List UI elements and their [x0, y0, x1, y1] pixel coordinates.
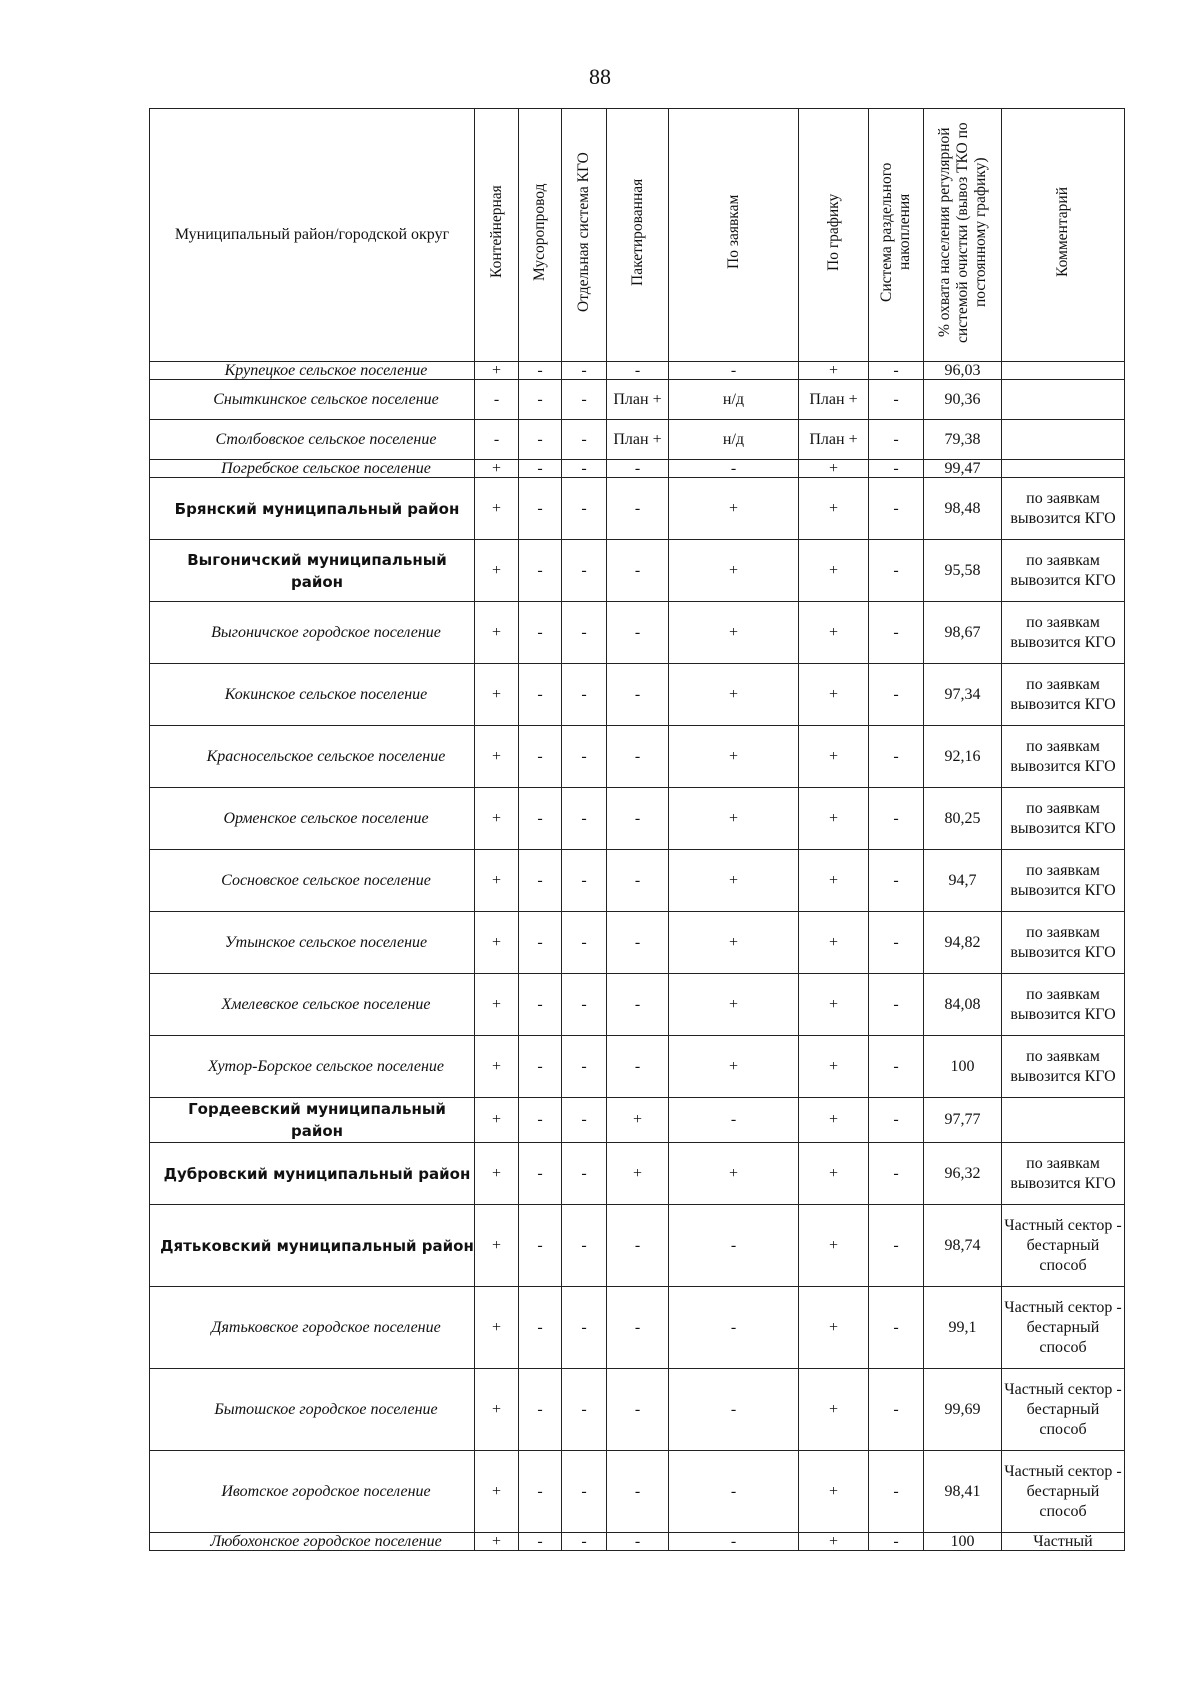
cell-request: +	[669, 974, 799, 1036]
cell-kgo: -	[562, 974, 607, 1036]
cell-comment: Частный сектор - бестарный способ	[1002, 1369, 1125, 1451]
cell-kgo: -	[562, 1369, 607, 1451]
table-row	[150, 380, 1125, 420]
table-row	[150, 1098, 1125, 1143]
header-scheduled-label: По графику	[824, 193, 842, 271]
header-container-label: Контейнерная	[487, 185, 505, 279]
header-chute-label: Мусоропровод	[531, 183, 548, 281]
cell-coverage: 84,08	[924, 974, 1002, 1036]
cell-coverage: 94,82	[924, 912, 1002, 974]
cell-schedule: +	[799, 788, 869, 850]
cell-comment: по заявкам вывозится КГО	[1002, 850, 1125, 912]
cell-request: +	[669, 788, 799, 850]
cell-schedule: +	[799, 664, 869, 726]
cell-coverage: 94,7	[924, 850, 1002, 912]
header-scheduled	[799, 109, 869, 362]
cell-container: +	[475, 788, 519, 850]
cell-kgo: -	[562, 664, 607, 726]
cell-comment	[1002, 380, 1125, 420]
cell-schedule: +	[799, 974, 869, 1036]
cell-schedule: +	[799, 1143, 869, 1205]
cell-schedule: +	[799, 1287, 869, 1369]
cell-coverage: 80,25	[924, 788, 1002, 850]
cell-comment: по заявкам вывозится КГО	[1002, 602, 1125, 664]
table-row	[150, 974, 1125, 1036]
cell-container: +	[475, 478, 519, 540]
cell-separate: -	[869, 380, 924, 420]
row-name-cell: Бытошское городское поселение	[150, 1369, 475, 1451]
cell-container: +	[475, 540, 519, 602]
cell-container: +	[475, 974, 519, 1036]
cell-separate: -	[869, 540, 924, 602]
cell-chute: -	[519, 1287, 562, 1369]
header-separate-collection-label: Система раздельного накопления	[878, 162, 913, 302]
row-name-cell: Выгоничский муниципальный район	[150, 540, 475, 602]
cell-schedule: +	[799, 540, 869, 602]
row-name-cell: Крупецкое сельское поселение	[150, 362, 475, 380]
cell-coverage: 97,77	[924, 1098, 1002, 1143]
cell-separate: -	[869, 788, 924, 850]
cell-kgo: -	[562, 726, 607, 788]
cell-comment: по заявкам вывозится КГО	[1002, 974, 1125, 1036]
cell-packaged: -	[607, 664, 669, 726]
table-row	[150, 1036, 1125, 1098]
header-coverage-label: % охвата населения регулярной системой очистки (вывоз ТКО по постоянному графику)	[935, 121, 989, 343]
cell-coverage: 97,34	[924, 664, 1002, 726]
cell-chute: -	[519, 362, 562, 380]
cell-packaged: +	[607, 1143, 669, 1205]
cell-request: +	[669, 1143, 799, 1205]
cell-request: -	[669, 1287, 799, 1369]
cell-comment: по заявкам вывозится КГО	[1002, 726, 1125, 788]
row-name-cell: Красносельское сельское поселение	[150, 726, 475, 788]
cell-container: +	[475, 602, 519, 664]
cell-separate: -	[869, 726, 924, 788]
cell-schedule: +	[799, 362, 869, 380]
cell-separate: -	[869, 664, 924, 726]
cell-request: +	[669, 664, 799, 726]
row-name-cell: Утынское сельское поселение	[150, 912, 475, 974]
table-row	[150, 602, 1125, 664]
table-row	[150, 850, 1125, 912]
row-name-cell: Сныткинское сельское поселение	[150, 380, 475, 420]
cell-kgo: -	[562, 1533, 607, 1551]
cell-schedule: +	[799, 1098, 869, 1143]
cell-request: +	[669, 602, 799, 664]
cell-coverage: 99,1	[924, 1287, 1002, 1369]
cell-comment: по заявкам вывозится КГО	[1002, 478, 1125, 540]
cell-separate: -	[869, 1369, 924, 1451]
cell-schedule: +	[799, 912, 869, 974]
cell-comment: Частный сектор - бестарный способ	[1002, 1287, 1125, 1369]
cell-request: +	[669, 912, 799, 974]
cell-container: +	[475, 460, 519, 478]
row-name-cell: Столбовское сельское поселение	[150, 420, 475, 460]
cell-separate: -	[869, 602, 924, 664]
table-row	[150, 1143, 1125, 1205]
cell-comment: по заявкам вывозится КГО	[1002, 912, 1125, 974]
cell-schedule: План +	[799, 420, 869, 460]
cell-schedule: +	[799, 460, 869, 478]
cell-schedule: +	[799, 1369, 869, 1451]
row-name-cell: Кокинское сельское поселение	[150, 664, 475, 726]
cell-packaged: -	[607, 1451, 669, 1533]
cell-packaged: -	[607, 788, 669, 850]
cell-separate: -	[869, 460, 924, 478]
row-name-cell: Погребское сельское поселение	[150, 460, 475, 478]
table-row	[150, 1451, 1125, 1533]
cell-comment: по заявкам вывозится КГО	[1002, 1143, 1125, 1205]
table-row	[150, 540, 1125, 602]
cell-chute: -	[519, 912, 562, 974]
cell-separate: -	[869, 1205, 924, 1287]
row-name-cell: Дубровский муниципальный район	[150, 1143, 475, 1205]
cell-coverage: 99,69	[924, 1369, 1002, 1451]
cell-container: +	[475, 726, 519, 788]
cell-kgo: -	[562, 1205, 607, 1287]
cell-separate: -	[869, 1287, 924, 1369]
cell-kgo: -	[562, 460, 607, 478]
cell-schedule: +	[799, 1205, 869, 1287]
cell-comment: по заявкам вывозится КГО	[1002, 540, 1125, 602]
cell-kgo: -	[562, 1451, 607, 1533]
row-name-cell: Ивотское городское поселение	[150, 1451, 475, 1533]
cell-separate: -	[869, 1143, 924, 1205]
table-row	[150, 362, 1125, 380]
cell-kgo: -	[562, 1098, 607, 1143]
cell-chute: -	[519, 850, 562, 912]
waste-collection-table	[149, 108, 1125, 1551]
cell-kgo: -	[562, 912, 607, 974]
cell-chute: -	[519, 1451, 562, 1533]
cell-comment: по заявкам вывозится КГО	[1002, 788, 1125, 850]
page-number: 88	[589, 64, 611, 89]
cell-kgo: -	[562, 380, 607, 420]
row-name-cell: Выгоничское городское поселение	[150, 602, 475, 664]
cell-container: +	[475, 912, 519, 974]
cell-schedule: План +	[799, 380, 869, 420]
cell-schedule: +	[799, 602, 869, 664]
cell-coverage: 100	[924, 1533, 1002, 1551]
cell-kgo: -	[562, 850, 607, 912]
cell-separate: -	[869, 478, 924, 540]
cell-request: -	[669, 1369, 799, 1451]
cell-separate: -	[869, 974, 924, 1036]
cell-container: +	[475, 1205, 519, 1287]
cell-request: +	[669, 540, 799, 602]
cell-container: -	[475, 420, 519, 460]
row-name-cell: Брянский муниципальный район	[150, 478, 475, 540]
header-comment-label: Комментарий	[1054, 187, 1071, 277]
cell-kgo: -	[562, 1143, 607, 1205]
header-container	[475, 109, 519, 362]
cell-container: +	[475, 1098, 519, 1143]
cell-request: +	[669, 1036, 799, 1098]
table-row	[150, 1205, 1125, 1287]
table-row	[150, 788, 1125, 850]
header-separate-collection	[869, 109, 924, 362]
cell-chute: -	[519, 788, 562, 850]
cell-separate: -	[869, 1451, 924, 1533]
row-name-cell: Дятьковский муниципальный район	[150, 1205, 475, 1287]
header-chute	[519, 109, 562, 362]
cell-chute: -	[519, 1098, 562, 1143]
table-row	[150, 726, 1125, 788]
header-kgo-system-label: Отдельная система КГО	[575, 152, 592, 312]
table-row	[150, 1533, 1125, 1551]
header-comment	[1002, 109, 1125, 362]
cell-request: н/д	[669, 420, 799, 460]
cell-coverage: 90,36	[924, 380, 1002, 420]
cell-coverage: 95,58	[924, 540, 1002, 602]
cell-comment: по заявкам вывозится КГО	[1002, 1036, 1125, 1098]
cell-comment: Частный сектор - бестарный способ	[1002, 1205, 1125, 1287]
table-row	[150, 420, 1125, 460]
cell-coverage: 99,47	[924, 460, 1002, 478]
cell-request: +	[669, 726, 799, 788]
cell-request: -	[669, 362, 799, 380]
cell-packaged: -	[607, 362, 669, 380]
cell-packaged: План +	[607, 380, 669, 420]
cell-coverage: 92,16	[924, 726, 1002, 788]
cell-kgo: -	[562, 540, 607, 602]
cell-chute: -	[519, 1369, 562, 1451]
cell-schedule: +	[799, 1036, 869, 1098]
cell-kgo: -	[562, 1287, 607, 1369]
cell-schedule: +	[799, 478, 869, 540]
cell-chute: -	[519, 1533, 562, 1551]
cell-separate: -	[869, 850, 924, 912]
cell-kgo: -	[562, 788, 607, 850]
cell-packaged: -	[607, 1533, 669, 1551]
cell-packaged: -	[607, 1036, 669, 1098]
row-name-cell: Орменское сельское поселение	[150, 788, 475, 850]
cell-request: -	[669, 1098, 799, 1143]
cell-request: +	[669, 478, 799, 540]
cell-comment: по заявкам вывозится КГО	[1002, 664, 1125, 726]
cell-chute: -	[519, 602, 562, 664]
header-packaged-label: Пакетированная	[628, 178, 646, 286]
header-on-request	[669, 109, 799, 362]
cell-packaged: -	[607, 974, 669, 1036]
cell-schedule: +	[799, 726, 869, 788]
cell-container: +	[475, 1451, 519, 1533]
cell-packaged: -	[607, 1369, 669, 1451]
cell-chute: -	[519, 974, 562, 1036]
cell-chute: -	[519, 460, 562, 478]
cell-comment	[1002, 1098, 1125, 1143]
cell-request: -	[669, 460, 799, 478]
cell-container: +	[475, 1036, 519, 1098]
header-row	[150, 109, 1125, 362]
table-row	[150, 460, 1125, 478]
row-name-cell: Дятьковское городское поселение	[150, 1287, 475, 1369]
cell-packaged: -	[607, 912, 669, 974]
cell-packaged: -	[607, 460, 669, 478]
cell-schedule: +	[799, 1451, 869, 1533]
cell-chute: -	[519, 380, 562, 420]
cell-container: +	[475, 1369, 519, 1451]
cell-kgo: -	[562, 362, 607, 380]
table-row	[150, 664, 1125, 726]
table-body	[150, 362, 1125, 1551]
cell-comment: Частный	[1002, 1533, 1125, 1551]
cell-separate: -	[869, 1533, 924, 1551]
cell-kgo: -	[562, 602, 607, 664]
header-name: Муниципальный район/городской округ	[150, 109, 475, 362]
row-name-cell: Гордеевский муниципальный район	[150, 1098, 475, 1143]
row-name-cell: Хмелевское сельское поселение	[150, 974, 475, 1036]
header-coverage	[924, 109, 1002, 362]
cell-request: -	[669, 1205, 799, 1287]
header-packaged	[607, 109, 669, 362]
cell-container: +	[475, 1143, 519, 1205]
cell-coverage: 98,67	[924, 602, 1002, 664]
cell-packaged: -	[607, 602, 669, 664]
cell-request: -	[669, 1533, 799, 1551]
cell-packaged: -	[607, 1205, 669, 1287]
cell-chute: -	[519, 420, 562, 460]
row-name-cell: Любохонское городское поселение	[150, 1533, 475, 1551]
cell-coverage: 96,03	[924, 362, 1002, 380]
cell-chute: -	[519, 1205, 562, 1287]
cell-comment: Частный сектор - бестарный способ	[1002, 1451, 1125, 1533]
cell-container: +	[475, 362, 519, 380]
cell-comment	[1002, 420, 1125, 460]
cell-chute: -	[519, 664, 562, 726]
cell-request: -	[669, 1451, 799, 1533]
table-row	[150, 1287, 1125, 1369]
cell-container: +	[475, 1533, 519, 1551]
cell-container: -	[475, 380, 519, 420]
cell-coverage: 96,32	[924, 1143, 1002, 1205]
cell-schedule: +	[799, 1533, 869, 1551]
cell-request: +	[669, 850, 799, 912]
cell-packaged: -	[607, 850, 669, 912]
cell-separate: -	[869, 362, 924, 380]
table-row	[150, 1369, 1125, 1451]
cell-coverage: 79,38	[924, 420, 1002, 460]
cell-coverage: 98,41	[924, 1451, 1002, 1533]
cell-comment	[1002, 460, 1125, 478]
cell-kgo: -	[562, 1036, 607, 1098]
cell-coverage: 100	[924, 1036, 1002, 1098]
cell-chute: -	[519, 1143, 562, 1205]
cell-kgo: -	[562, 420, 607, 460]
cell-packaged: -	[607, 540, 669, 602]
cell-chute: -	[519, 726, 562, 788]
header-kgo-system	[562, 109, 607, 362]
cell-packaged: +	[607, 1098, 669, 1143]
table-row	[150, 478, 1125, 540]
cell-packaged: -	[607, 1287, 669, 1369]
cell-comment	[1002, 362, 1125, 380]
cell-chute: -	[519, 540, 562, 602]
header-on-request-label: По заявкам	[724, 194, 742, 270]
cell-separate: -	[869, 420, 924, 460]
cell-coverage: 98,74	[924, 1205, 1002, 1287]
cell-chute: -	[519, 1036, 562, 1098]
cell-schedule: +	[799, 850, 869, 912]
cell-container: +	[475, 1287, 519, 1369]
cell-separate: -	[869, 912, 924, 974]
cell-container: +	[475, 850, 519, 912]
cell-packaged: План +	[607, 420, 669, 460]
table-row	[150, 912, 1125, 974]
row-name-cell: Хутор-Борское сельское поселение	[150, 1036, 475, 1098]
cell-kgo: -	[562, 478, 607, 540]
row-name-cell: Сосновское сельское поселение	[150, 850, 475, 912]
cell-separate: -	[869, 1098, 924, 1143]
cell-container: +	[475, 664, 519, 726]
cell-packaged: -	[607, 726, 669, 788]
cell-coverage: 98,48	[924, 478, 1002, 540]
cell-packaged: -	[607, 478, 669, 540]
cell-chute: -	[519, 478, 562, 540]
cell-request: н/д	[669, 380, 799, 420]
cell-separate: -	[869, 1036, 924, 1098]
